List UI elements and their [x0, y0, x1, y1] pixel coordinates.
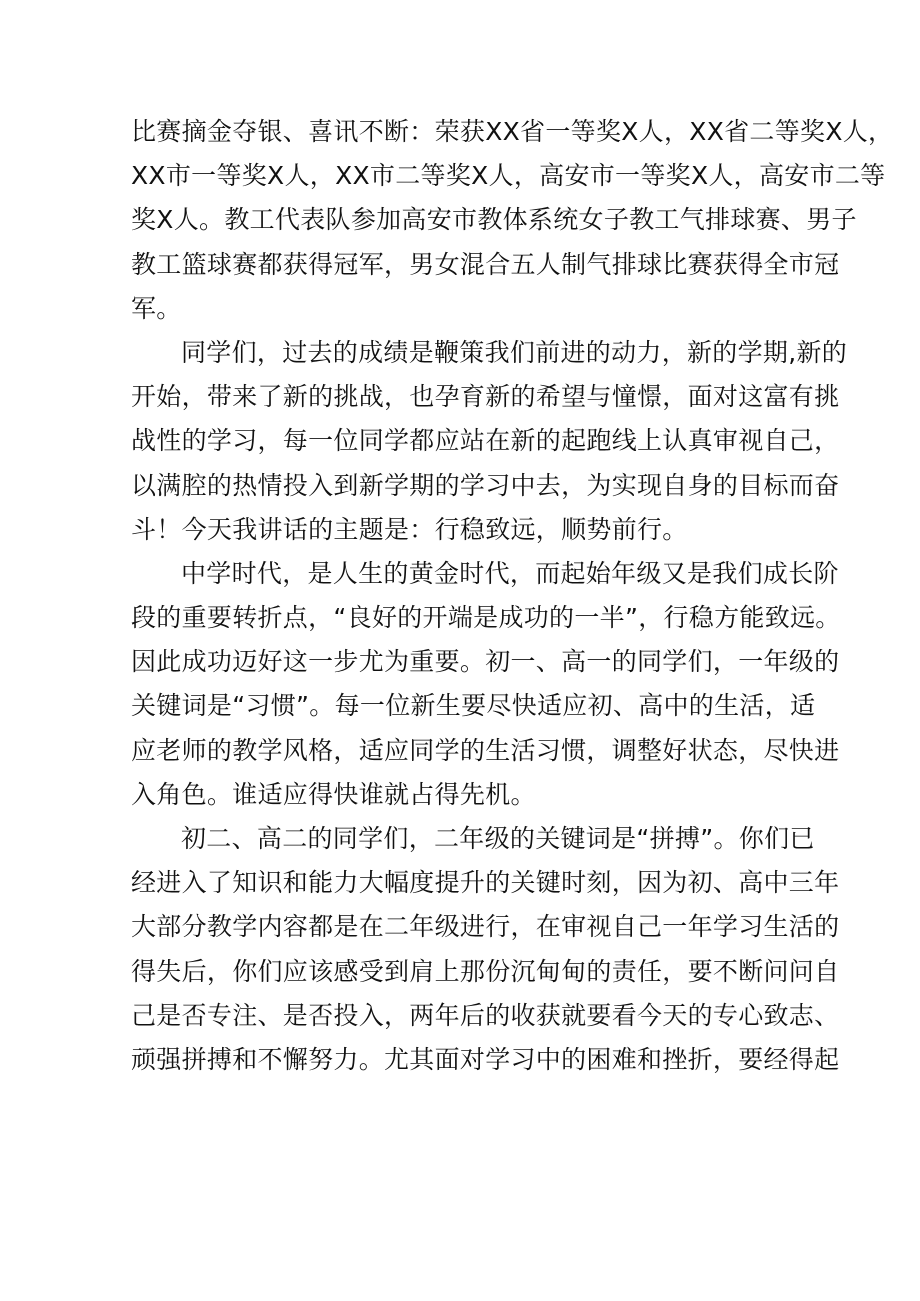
text-line: 教工篮球赛都获得冠军，男女混合五人制气排球比赛获得全市冠 — [131, 249, 840, 279]
text-line: 大部分教学内容都是在二年级进行，在审视自己一年学习生活的 — [131, 912, 840, 942]
text-line: 顽强拼搏和不懈努力。尤其面对学习中的困难和挫折，要经得起 — [131, 1044, 840, 1074]
text-line: 斗！今天我讲话的主题是：行稳致远，顺势前行。 — [131, 514, 688, 544]
text-line: 入角色。谁适应得快谁就占得先机。 — [131, 779, 536, 809]
text-line: 应老师的教学风格，适应同学的生活习惯，调整好状态，尽快进 — [131, 735, 840, 765]
text-line: 己是否专注、是否投入，两年后的收获就要看今天的专心致志、 — [131, 1000, 840, 1030]
text-line: XX市一等奖X人，XX市二等奖X人，高安市一等奖X人，高安市二等 — [131, 161, 886, 191]
text-line: 关键词是“习惯”。每一位新生要尽快适应初、高中的生活，适 — [131, 691, 816, 721]
text-line: 战性的学习，每一位同学都应站在新的起跑线上认真审视自己， — [131, 426, 840, 456]
text-line: 因此成功迈好这一步尤为重要。初一、高一的同学们，一年级的 — [131, 647, 840, 677]
text-line: 军。 — [131, 293, 182, 323]
paragraph-first-line: 初二、高二的同学们，二年级的关键词是“拼搏”。你们已 — [181, 824, 815, 853]
paragraph-first-line: 同学们，过去的成绩是鞭策我们前进的动力，新的学期,新的 — [181, 337, 848, 367]
text-line: 段的重要转折点，“良好的开端是成功的一半”，行稳方能致远。 — [131, 603, 841, 633]
text-line: 奖X人。教工代表队参加高安市教体系统女子教工气排球赛、男子 — [131, 205, 857, 235]
text-line: 经进入了知识和能力大幅度提升的关键时刻，因为初、高中三年 — [131, 868, 840, 898]
text-line: 得失后，你们应该感受到肩上那份沉甸甸的责任，要不断问问自 — [131, 956, 840, 986]
text-line: 以满腔的热情投入到新学期的学习中去，为实现自身的目标而奋 — [131, 470, 840, 500]
text-line: 开始，带来了新的挑战，也孕育新的希望与憧憬，面对这富有挑 — [131, 382, 840, 412]
document-body — [131, 110, 894, 1082]
text-line: 比赛摘金夺银、喜讯不断：荣获XX省一等奖X人，XX省二等奖X人， — [131, 117, 894, 146]
paragraph-first-line: 中学时代，是人生的黄金时代，而起始年级又是我们成长阶 — [181, 558, 839, 588]
